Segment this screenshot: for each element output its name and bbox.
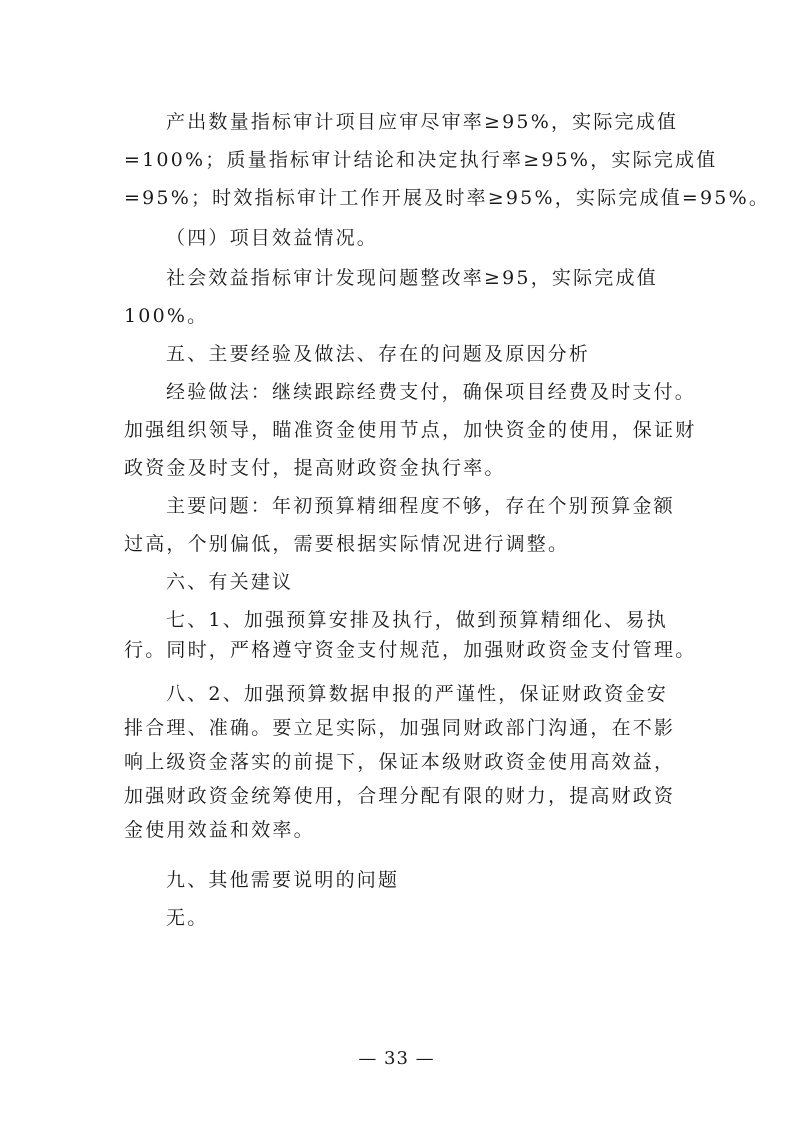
text-line: 金使用效益和效率。 bbox=[124, 819, 315, 841]
section-heading: （四）项目效益情况。 bbox=[166, 227, 379, 249]
section-heading: 六、有关建议 bbox=[166, 571, 294, 593]
text-line: 产出数量指标审计项目应审尽审率≥95%，实际完成值 bbox=[166, 111, 679, 133]
text-line: =100%；质量指标审计结论和决定执行率≥95%，实际完成值 bbox=[124, 149, 718, 171]
text-line: 加强财政资金统筹使用，合理分配有限的财力，提高财政资 bbox=[124, 785, 676, 807]
text-line: 无。 bbox=[166, 907, 209, 929]
text-line: 行。同时，严格遵守资金支付规范，加强财政资金支付管理。 bbox=[124, 639, 697, 661]
text-line: 主要问题：年初预算精细程度不够，存在个别预算金额 bbox=[166, 495, 675, 517]
text-line: 过高，个别偏低，需要根据实际情况进行调整。 bbox=[124, 533, 570, 555]
text-line: 排合理、准确。要立足实际，加强同财政部门沟通，在不影 bbox=[124, 717, 676, 739]
text-line: 政资金及时支付，提高财政资金执行率。 bbox=[124, 457, 506, 479]
text-line: 100%。 bbox=[124, 305, 209, 327]
text-line: 八、2、加强预算数据申报的严谨性，保证财政资金安 bbox=[166, 683, 668, 705]
text-line: 响上级资金落实的前提下，保证本级财政资金使用高效益， bbox=[124, 751, 676, 773]
text-line: 加强组织领导，瞄准资金使用节点，加快资金的使用，保证财 bbox=[124, 419, 697, 441]
text-line: 七、1、加强预算安排及执行，做到预算精细化、易执 bbox=[166, 609, 668, 631]
text-line: 经验做法：继续跟踪经费支付，确保项目经费及时支付。 bbox=[166, 381, 697, 403]
text-line: =95%；时效指标审计工作开展及时率≥95%，实际完成值=95%。 bbox=[124, 187, 771, 209]
section-heading: 五、主要经验及做法、存在的问题及原因分析 bbox=[166, 343, 591, 365]
section-heading: 九、其他需要说明的问题 bbox=[166, 869, 400, 891]
page-number: — 33 — bbox=[358, 1048, 435, 1069]
text-line: 社会效益指标审计发现问题整改率≥95，实际完成值 bbox=[166, 267, 658, 289]
